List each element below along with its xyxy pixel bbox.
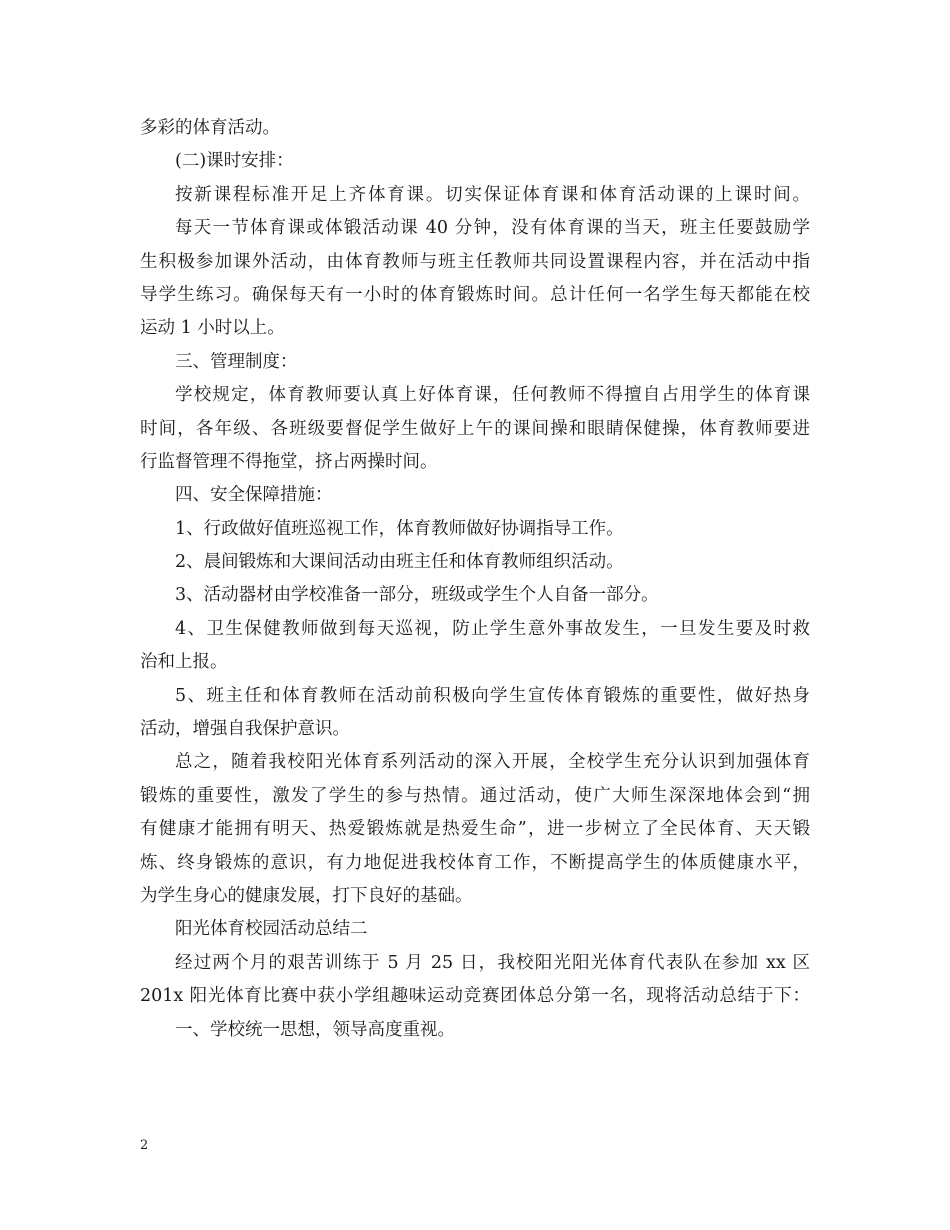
text-line: 1、行政做好值班巡视工作，体育教师做好协调指导工作。 [175,518,624,539]
page-number: 2 [140,1138,149,1153]
text-line: 锻炼的重要性，激发了学生的参与热情。通过活动，使广大师生深深地体会到“拥 [140,785,810,806]
text-line: 三、管理制度： [175,351,298,372]
document-body [140,112,810,1047]
text-line: (二)课时安排： [175,151,294,172]
text-line: 每天一节体育课或体锻活动课 40 分钟，没有体育课的当天，班主任要鼓励学 [175,218,810,239]
text-line: 行监督管理不得拖堂，挤占两操时间。 [140,451,438,472]
text-line: 201x 阳光体育比赛中获小学组趣味运动竞赛团体总分第一名，现将活动总结于下： [140,986,810,1007]
text-line: 阳光体育校园活动总结二 [175,919,368,940]
text-line: 按新课程标准开足上齐体育课。切实保证体育课和体育活动课的上课时间。 [175,184,810,205]
text-line: 一、学校统一思想，领导高度重视。 [175,1019,455,1040]
text-line: 活动，增强自我保护意识。 [140,719,350,740]
text-line: 有健康才能拥有明天、热爱锻炼就是热爱生命”，进一步树立了全民体育、天天锻 [140,819,810,840]
text-line: 炼、终身锻炼的意识，有力地促进我校体育工作，不断提高学生的体质健康水平， [140,852,810,873]
text-line: 学校规定，体育教师要认真上好体育课，任何教师不得擅自占用学生的体育课 [175,385,810,406]
text-line: 总之，随着我校阳光体育系列活动的深入开展，全校学生充分认识到加强体育 [175,752,810,773]
text-line: 3、活动器材由学校准备一部分，班级或学生个人自备一部分。 [175,585,659,606]
text-line: 生积极参加课外活动，由体育教师与班主任教师共同设置课程内容，并在活动中指 [140,251,810,272]
text-line: 4、卫生保健教师做到每天巡视，防止学生意外事故发生，一旦发生要及时救 [175,618,810,639]
text-line: 治和上报。 [140,652,228,673]
text-line: 5、班主任和体育教师在活动前积极向学生宣传体育锻炼的重要性，做好热身 [175,685,810,706]
text-line: 多彩的体育活动。 [140,118,280,138]
text-line: 时间，各年级、各班级要督促学生做好上午的课间操和眼睛保健操，体育教师要进 [140,418,810,439]
text-line: 导学生练习。确保每天有一小时的体育锻炼时间。总计任何一名学生每天都能在校 [140,284,810,305]
text-line: 2、晨间锻炼和大课间活动由班主任和体育教师组织活动。 [175,552,624,573]
text-line: 运动 1 小时以上。 [140,318,285,339]
text-line: 经过两个月的艰苦训练于 5 月 25 日，我校阳光阳光体育代表队在参加 xx 区 [175,952,810,973]
text-line: 为学生身心的健康发展，打下良好的基础。 [140,885,473,906]
text-line: 四、安全保障措施： [175,485,333,506]
